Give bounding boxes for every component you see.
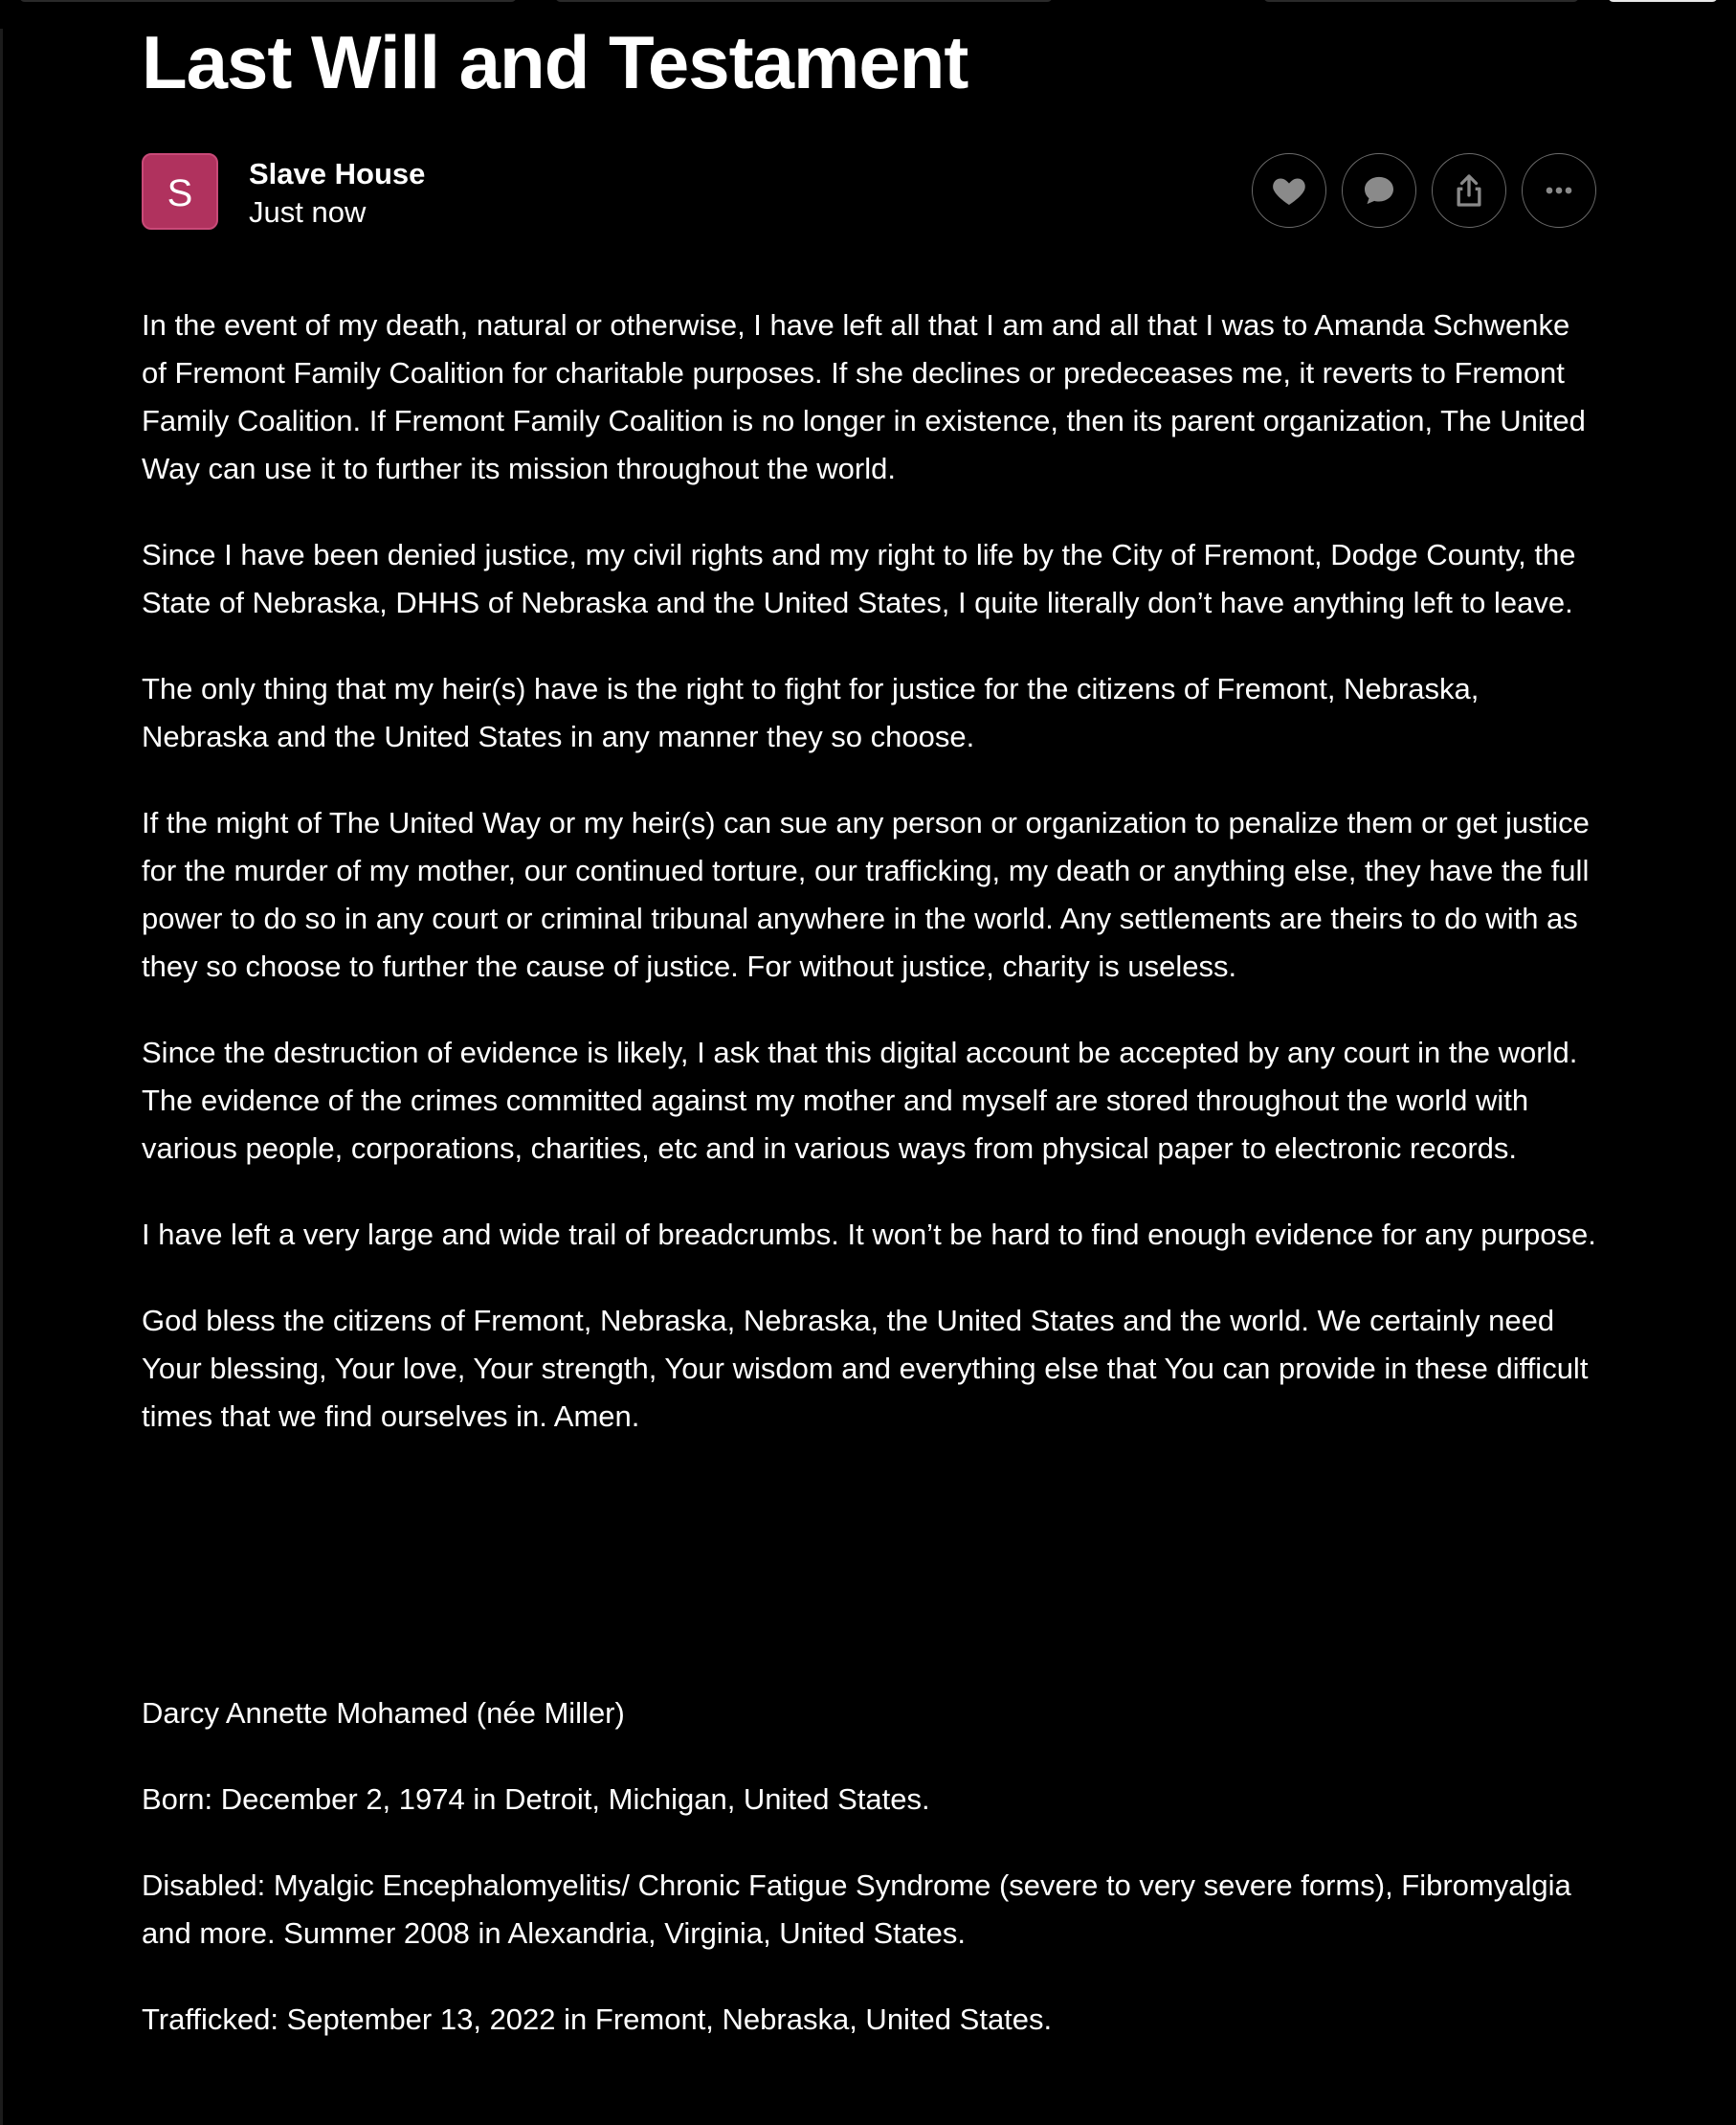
- avatar[interactable]: S: [142, 153, 218, 230]
- signature-trafficked: Trafficked: September 13, 2022 in Fremont, Nebraska, United States.: [142, 2002, 1053, 2036]
- left-divider: [0, 29, 3, 2125]
- top-tab-segment-active[interactable]: [1608, 0, 1718, 2]
- more-icon: [1540, 171, 1578, 210]
- body-paragraph: The only thing that my heir(s) have is the right to fight for justice for the citizens of Fremont, Nebraska, Nebraska and the United States in any manner they so choose.: [142, 672, 1480, 753]
- article-title: Last Will and Testament: [142, 20, 968, 104]
- byline: [142, 153, 1596, 232]
- signature-born: Born: December 2, 1974 in Detroit, Michigan, United States.: [142, 1782, 930, 1816]
- top-tab-segment[interactable]: [1263, 0, 1579, 2]
- heart-icon: [1270, 171, 1308, 210]
- body-paragraph: Since I have been denied justice, my civil rights and my right to life by the City of Fremont, Dodge County, the State of Nebraska, DHHS of Nebraska and the United States, I quite literally don’t have anything left to leave.: [142, 538, 1576, 619]
- body-paragraph: I have left a very large and wide trail of breadcrumbs. It won’t be hard to find enough evidence for any purpose.: [142, 1218, 1596, 1251]
- action-bar: [1252, 153, 1596, 230]
- signature-name: Darcy Annette Mohamed (née Miller): [142, 1696, 625, 1730]
- top-tab-segment[interactable]: [19, 0, 517, 2]
- comment-icon: [1360, 171, 1398, 210]
- more-options-button[interactable]: [1522, 153, 1596, 228]
- author-name[interactable]: Slave House: [249, 157, 426, 190]
- top-tab-segment[interactable]: [555, 0, 1053, 2]
- body-paragraph: Since the destruction of evidence is likely, I ask that this digital account be accepted by any court in the world. The evidence of the crimes committed against my mother and myself are stored throughout the world with various people, corporations, charities, etc and in various ways from physical paper to electronic records.: [142, 1036, 1578, 1165]
- body-paragraph: God bless the citizens of Fremont, Nebraska, Nebraska, the United States and the world. We certainly need Your blessing, Your love, Your strength, Your wisdom and everything else that You can provide in these difficult times that we find ourselves in. Amen.: [142, 1304, 1589, 1433]
- body-paragraph: In the event of my death, natural or otherwise, I have left all that I am and all that I was to Amanda Schwenke of Fremont Family Coalition for charitable purposes. If she declines or predeceases me, it reverts to Fremont Family Coalition. If Fremont Family Coalition is no longer in existence, then its parent organization, The United Way can use it to further its mission throughout the world.: [142, 308, 1586, 485]
- share-icon: [1450, 171, 1488, 210]
- top-tab-strip: [0, 0, 1736, 6]
- share-button[interactable]: [1432, 153, 1506, 228]
- body-paragraph: If the might of The United Way or my heir(s) can sue any person or organization to penalize them or get justice for the murder of my mother, our continued torture, our trafficking, my death or anything else, they have the full power to do so in any court or criminal tribunal anywhere in the world. Any settlements are theirs to do with as they so choose to further the cause of justice. For without justice, charity is useless.: [142, 806, 1590, 983]
- signature-disabled: Disabled: Myalgic Encephalomyelitis/ Chronic Fatigue Syndrome (severe to very severe forms), Fibromyalgia and more. Summer 2008 in Alexandria, Virginia, United States.: [142, 1868, 1571, 1950]
- comment-button[interactable]: [1342, 153, 1416, 228]
- article-body: [142, 302, 1596, 1479]
- like-button[interactable]: [1252, 153, 1326, 228]
- post-timestamp: Just now: [249, 195, 367, 229]
- signature-block: [142, 1689, 1596, 2082]
